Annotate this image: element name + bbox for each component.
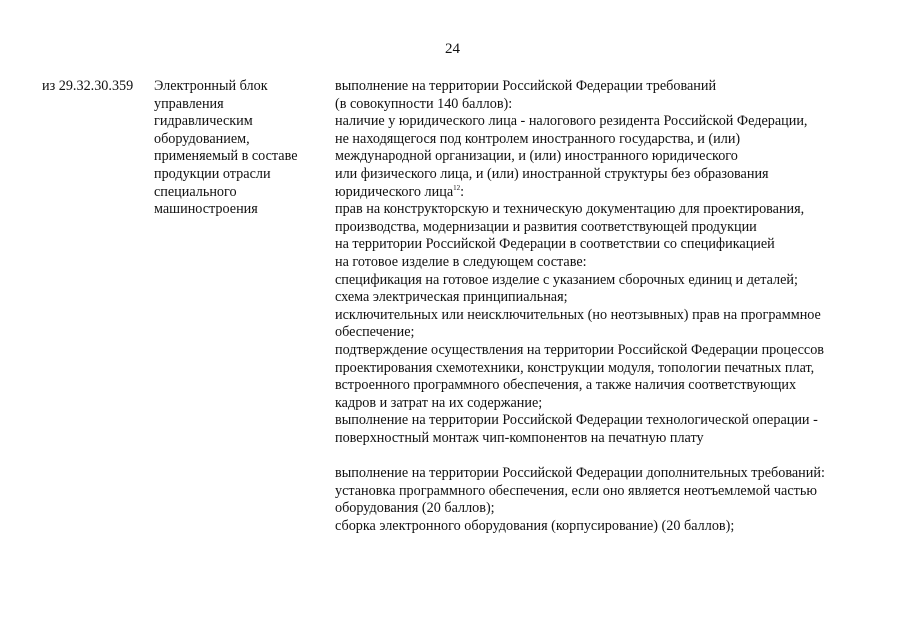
requirements-block-additional — [335, 465, 875, 535]
product-name-line: специального — [154, 183, 237, 200]
footnote-reference: 12 — [453, 183, 461, 192]
okpd-code-cell: из 29.32.30.359 — [42, 78, 134, 94]
requirement-line-footnoted — [335, 184, 875, 202]
requirement-line: сборка электронного оборудования (корпусирование) (20 баллов); — [335, 517, 735, 534]
product-name-line: управления — [154, 95, 224, 112]
requirements-cell — [335, 78, 875, 535]
product-name-line: Электронный блок — [154, 78, 268, 94]
requirement-line: прав на конструкторскую и техническую документацию для проектирования, — [335, 201, 805, 218]
requirement-line: схема электрическая принципиальная; — [335, 289, 568, 306]
requirement-punctuation: : — [460, 183, 465, 200]
requirement-line: международной организации, и (или) иностранного юридического — [335, 148, 738, 165]
page-number: 24 — [445, 41, 460, 57]
requirements-block-rights — [335, 201, 875, 447]
requirement-line: производства, модернизации и развития соответствующей продукции — [335, 218, 757, 235]
requirement-line: обеспечение; — [335, 324, 415, 341]
paragraph-gap — [335, 447, 875, 465]
requirement-line: поверхностный монтаж чип-компонентов на печатную плату — [335, 429, 704, 446]
requirement-line: выполнение на территории Российской Федерации дополнительных требований: — [335, 465, 825, 482]
product-name-line: оборудованием, — [154, 130, 250, 147]
product-name-cell — [154, 78, 324, 219]
requirement-line: на готовое изделие в следующем составе: — [335, 253, 587, 270]
requirement-line: на территории Российской Федерации в соответствии со спецификацией — [335, 236, 775, 253]
requirement-line: или физического лица, и (или) иностранной структуры без образования — [335, 165, 769, 182]
requirement-line: наличие у юридического лица - налогового резидента Российской Федерации, — [335, 113, 808, 130]
requirement-line: проектирования схемотехники, конструкции модуля, топологии печатных плат, — [335, 359, 815, 376]
requirement-text: юридического лица — [335, 183, 454, 200]
requirement-line: оборудования (20 баллов); — [335, 500, 495, 517]
requirement-line: исключительных или неисключительных (но неотзывных) прав на программное — [335, 306, 821, 323]
requirement-line: не находящегося под контролем иностранного государства, и (или) — [335, 130, 741, 147]
requirement-line: кадров и затрат на их содержание; — [335, 394, 543, 411]
product-name-line: машиностроения — [154, 201, 258, 218]
requirement-line: встроенного программного обеспечения, а также наличия соответствующих — [335, 377, 797, 394]
requirements-block-main — [335, 78, 875, 184]
requirement-line: выполнение на территории Российской Федерации технологической операции - — [335, 412, 818, 429]
product-name-line: гидравлическим — [154, 113, 253, 130]
requirement-line: установка программного обеспечения, если оно является неотъемлемой частью — [335, 482, 817, 499]
product-name-line: продукции отрасли — [154, 165, 271, 182]
requirement-line: спецификация на готовое изделие с указанием сборочных единиц и деталей; — [335, 271, 798, 288]
requirement-line: выполнение на территории Российской Федерации требований — [335, 78, 717, 94]
requirement-line: подтверждение осуществления на территории Российской Федерации процессов — [335, 341, 824, 358]
product-name-line: применяемый в составе — [154, 148, 298, 165]
requirement-line: (в совокупности 140 баллов): — [335, 95, 513, 112]
